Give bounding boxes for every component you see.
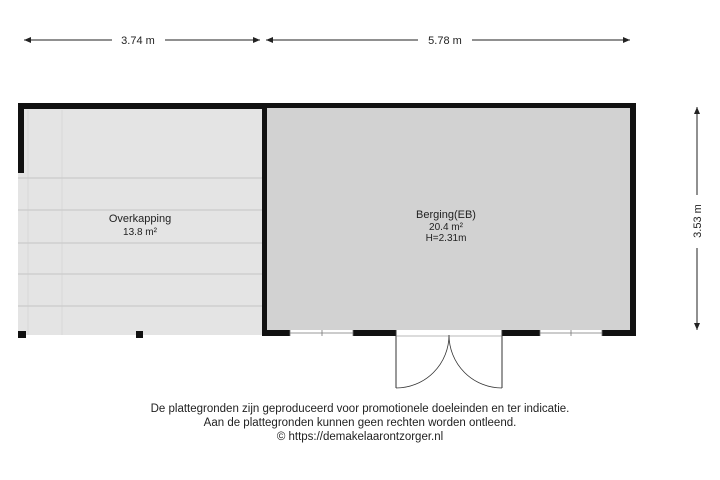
room-berging xyxy=(262,103,636,388)
copyright-link[interactable]: © https://demakelaarontzorger.nl xyxy=(276,431,444,443)
double-door xyxy=(396,330,502,388)
disclaimer xyxy=(0,402,720,444)
room-height-berging: H=2.31m xyxy=(425,233,467,244)
room-area-berging: 20.4 m² xyxy=(429,222,463,233)
disclaimer-line-1: De plattegronden zijn geproduceerd voor promotionele doeleinden en ter indicatie. xyxy=(150,403,570,415)
disclaimer-line-2: Aan de plattegronden kunnen geen rechten worden ontleend. xyxy=(203,417,517,429)
dimension-top-left xyxy=(24,35,260,47)
dimension-top-right xyxy=(266,35,630,47)
dimension-label-top-right: 5.78 m xyxy=(428,35,462,47)
dimension-label-top-left: 3.74 m xyxy=(121,35,155,47)
window-right xyxy=(540,330,602,336)
room-name-berging: Berging(EB) xyxy=(416,209,476,221)
dimension-label-right: 3.53 m xyxy=(692,204,704,238)
room-area-overkapping: 13.8 m² xyxy=(123,227,157,238)
room-name-overkapping: Overkapping xyxy=(108,213,172,225)
dimension-right xyxy=(692,107,704,330)
window-left xyxy=(290,330,353,336)
room-overkapping xyxy=(18,103,266,338)
